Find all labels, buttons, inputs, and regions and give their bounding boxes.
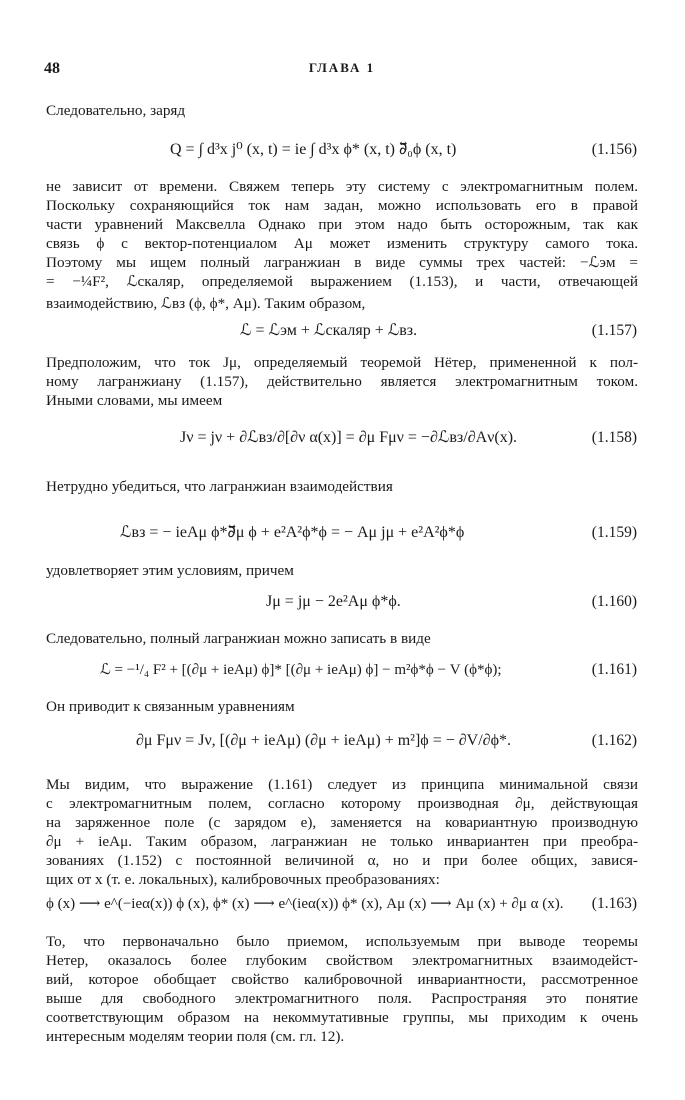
- equation-number: (1.158): [591, 429, 637, 446]
- text-line: Поэтому мы ищем полный лагранжиан в виде суммы трех частей: −ℒэм =: [46, 254, 638, 271]
- text-line: щих от x (т. е. локальных), калибровочных преобразованиях:: [46, 871, 440, 888]
- text-line: части уравнений Максвелла Однако при этом надо быть осторожным, так как: [46, 216, 638, 233]
- text-line: выше для свободного электромагнитного поля. Распространяя это понятие: [46, 990, 638, 1007]
- page-number: 48: [44, 60, 60, 77]
- text-line: Иными словами, мы имеем: [46, 392, 223, 409]
- running-header: [44, 60, 640, 84]
- text-line: ному лагранжиану (1.157), действительно является электромагнитным током.: [46, 373, 638, 390]
- text-line: вий, которое обобщает свойство калибровочной инвариантности, рассмотренное: [46, 971, 638, 988]
- text-line: взаимодействию, ℒвз (ϕ, ϕ*, Aμ). Таким образом,: [46, 295, 366, 312]
- equation-number: (1.161): [591, 661, 637, 678]
- equation-1-159: ℒвз = − ieAμ ϕ*∂⃡μ ϕ + e²A²ϕ*ϕ = − Aμ jμ + e²A²ϕ*ϕ: [120, 524, 465, 541]
- equation-1-162: ∂μ Fμν = Jν, [(∂μ + ieAμ) (∂μ + ieAμ) + m²]ϕ = − ∂V/∂ϕ*.: [136, 732, 511, 749]
- text-line: Он приводит к связанным уравнениям: [46, 698, 295, 715]
- text-line: с электромагнитным полем, согласно которому производная ∂μ, действующая: [46, 795, 638, 812]
- chapter-title: ГЛАВА 1: [308, 60, 376, 75]
- equation-1-161: ℒ = −¹/₄ F² + [(∂μ + ieAμ) ϕ]* [(∂μ + ieAμ) ϕ] − m²ϕ*ϕ − V (ϕ*ϕ);: [100, 662, 502, 678]
- equation-number: (1.160): [591, 593, 637, 610]
- equation-1-156: Q = ∫ d³x j⁰ (x, t) = ie ∫ d³x ϕ* (x, t) ∂⃡₀ϕ (x, t): [170, 141, 457, 158]
- text-line: не зависит от времени. Свяжем теперь эту систему с электромагнитным полем.: [46, 178, 638, 195]
- equation-1-158: Jν = jν + ∂ℒвз/∂[∂ν α(x)] = ∂μ Fμν = −∂ℒвз/∂Aν(x).: [180, 429, 518, 446]
- text-line: зованиях (1.152) с постоянной величиной α, но и при более общих, завися-: [46, 852, 638, 869]
- text-line: Следовательно, полный лагранжиан можно записать в виде: [46, 630, 431, 647]
- text-line: ∂μ + ieAμ. Таким образом, лагранжиан не только инвариантен при преобра-: [46, 833, 638, 850]
- equation-1-163: ϕ (x) ⟶ e^(−ieα(x)) ϕ (x), ϕ* (x) ⟶ e^(ieα(x)) ϕ* (x), Aμ (x) ⟶ Aμ (x) + ∂μ α (x).: [46, 896, 564, 912]
- text-line: интересным моделям теории поля (см. гл. 12).: [46, 1028, 345, 1045]
- equation-number: (1.159): [591, 524, 637, 541]
- text-line: То, что первоначально было приемом, используемым при выводе теоремы: [46, 933, 638, 950]
- text-line: Мы видим, что выражение (1.161) следует из принципа минимальной связи: [46, 776, 638, 793]
- equation-number: (1.163): [591, 895, 637, 912]
- equation-1-157: ℒ = ℒэм + ℒскаляр + ℒвз.: [240, 322, 418, 339]
- text-line: Нетер, оказалось более глубоким свойством электромагнитных взаимодейст-: [46, 952, 638, 969]
- equation-number: (1.157): [591, 322, 637, 339]
- text-line: на заряженное поле (с зарядом e), заменяется на ковариантную производную: [46, 814, 638, 831]
- text-line: Предположим, что ток Jμ, определяемый теоремой Нётер, примененной к пол-: [46, 354, 638, 371]
- equation-number: (1.162): [591, 732, 637, 749]
- text-line: удовлетворяет этим условиям, причем: [46, 562, 294, 579]
- text-line: соответствующим образом на некоммутативные группы, мы приходим к очень: [46, 1009, 638, 1026]
- text-line: Поскольку сохраняющийся ток нам задан, можно использовать его в правой: [46, 197, 638, 214]
- text-line: связь ϕ с вектор-потенциалом Aμ может изменить структуру самого тока.: [46, 235, 638, 252]
- text-line: Следовательно, заряд: [46, 102, 186, 119]
- text-line: Нетрудно убедиться, что лагранжиан взаимодействия: [46, 478, 393, 495]
- equation-number: (1.156): [591, 141, 637, 158]
- equation-1-160: Jμ = jμ − 2e²Aμ ϕ*ϕ.: [266, 593, 401, 610]
- text-line: = −¼F², ℒскаляр, определяемой выражением (1.153), и части, отвечающей: [46, 273, 638, 290]
